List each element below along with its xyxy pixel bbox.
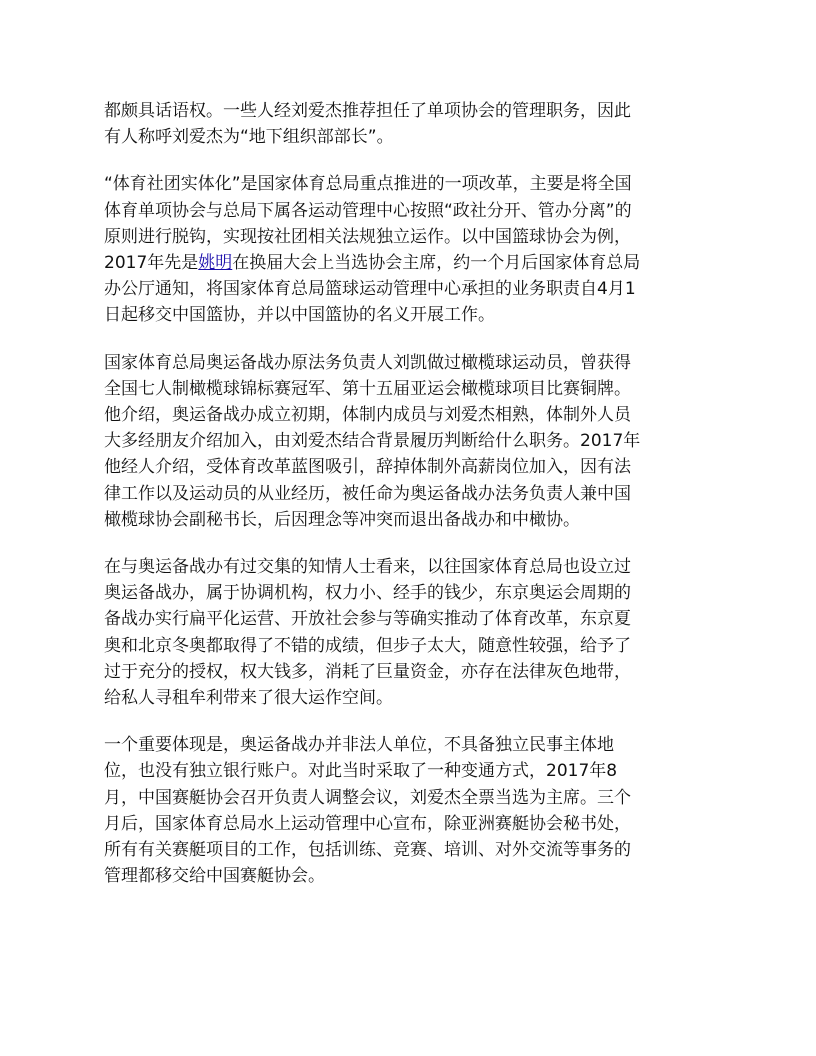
text-line: 办公厅通知，将国家体育总局篮球运动管理中心承担的业务职责自4月1: [104, 279, 636, 300]
text-line-with-link: [104, 250, 716, 276]
text-line: 备战办实行扁平化运营、开放社会参与等确实推动了体育改革，东京夏: [104, 609, 631, 630]
text-segment: 在换届大会上当选协会主席，约一个月后国家体育总局: [232, 253, 641, 274]
text-line: 管理都移交给中国赛艇协会。: [104, 866, 325, 887]
text-line: 奥和北京冬奥都取得了不错的成绩，但步子太大，随意性较强，给予了: [104, 635, 631, 656]
text-line: 国家体育总局奥运备战办原法务负责人刘凯做过橄榄球运动员，曾获得: [104, 352, 631, 373]
text-line: 原则进行脱钩，实现按社团相关法规独立运作。以中国篮球协会为例，: [104, 226, 631, 247]
text-line: 体育单项协会与总局下属各运动管理中心按照“政社分开、管办分离”的: [104, 200, 632, 221]
text-line: 都颇具话语权。一些人经刘爱杰推荐担任了单项协会的管理职务，因此: [104, 101, 631, 121]
yao-ming-link[interactable]: 姚明: [198, 253, 233, 274]
text-line: 所有有关赛艇项目的工作，包括训练、竞赛、培训、对外交流等事务的: [104, 840, 631, 861]
text-line: 他介绍，奥运备战办成立初期，体制内成员与刘爱杰相熟，体制外人员: [104, 405, 631, 426]
text-line: 一个重要体现是，奥运备战办并非法人单位，不具备独立民事主体地: [104, 735, 614, 756]
paragraph-5: [104, 732, 716, 889]
text-line: 过于充分的授权，权大钱多，消耗了巨量资金，亦存在法律灰色地带，: [104, 661, 631, 682]
text-line: 橄榄球协会副秘书长，后因理念等冲突而退出备战办和中橄协。: [104, 509, 580, 530]
paragraph-1: [104, 98, 716, 150]
text-line: 月，中国赛艇协会召开负责人调整会议，刘爱杰全票当选为主席。三个: [104, 787, 631, 808]
paragraph-2: [104, 171, 716, 328]
text-line: 律工作以及运动员的从业经历，被任命为奥运备战办法务负责人兼中国: [104, 483, 631, 504]
text-line: 日起移交中国篮协，并以中国篮协的名义开展工作。: [104, 305, 495, 326]
text-line: 位，也没有独立银行账户。对此当时采取了一种变通方式，2017年8: [104, 761, 618, 782]
text-line: 月后，国家体育总局水上运动管理中心宣布，除亚洲赛艇协会秘书处，: [104, 813, 631, 834]
text-line: 有人称呼刘爱杰为“地下组织部部长”。: [104, 127, 394, 148]
text-line: 给私人寻租牟利带来了很大运作空间。: [104, 688, 393, 709]
article-body: [104, 98, 716, 910]
text-line: “体育社团实体化”是国家体育总局重点推进的一项改革，主要是将全国: [104, 174, 632, 195]
text-segment: 2017年先是: [104, 253, 199, 274]
paragraph-4: [104, 554, 716, 711]
text-line: 大多经朋友介绍加入，由刘爱杰结合背景履历判断给什么职务。2017年: [104, 431, 641, 452]
text-line: 在与奥运备战办有过交集的知情人士看来，以往国家体育总局也设立过: [104, 557, 631, 578]
text-line: 他经人介绍，受体育改革蓝图吸引，辞掉体制外高薪岗位加入，因有法: [104, 457, 631, 478]
paragraph-3: [104, 350, 716, 533]
text-line: 全国七人制橄榄球锦标赛冠军、第十五届亚运会橄榄球项目比赛铜牌。: [104, 378, 631, 399]
text-line: 奥运备战办，属于协调机构，权力小、经手的钱少，东京奥运会周期的: [104, 583, 631, 604]
